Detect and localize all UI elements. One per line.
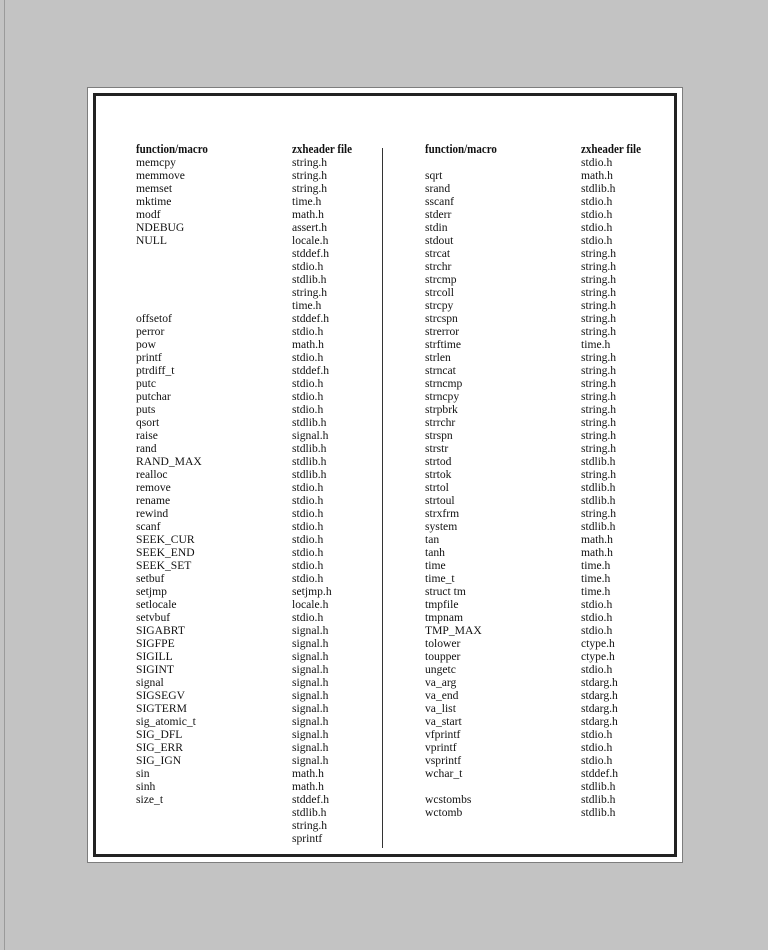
- header-file-cell: string.h: [581, 442, 617, 455]
- header-file-cell: stdlib.h: [292, 273, 327, 286]
- function-name-cell: wchar_t: [425, 767, 463, 780]
- left-header-header: zxheader file: [292, 142, 352, 156]
- function-name-cell: strxfrm: [425, 507, 460, 520]
- function-name-cell: SIGILL: [136, 650, 173, 663]
- function-name-cell: SIG_IGN: [136, 754, 182, 767]
- function-name-cell: scanf: [136, 520, 161, 533]
- function-name-cell: strchr: [425, 260, 452, 273]
- header-file-cell: stdio.h: [292, 611, 324, 624]
- left-header-list: [292, 156, 360, 845]
- header-file-cell: stdio.h: [292, 481, 324, 494]
- header-file-cell: stdlib.h: [581, 182, 616, 195]
- header-file-cell: stdio.h: [581, 208, 613, 221]
- header-file-cell: signal.h: [292, 702, 329, 715]
- header-file-cell: math.h: [292, 767, 324, 780]
- header-file-cell: signal.h: [292, 689, 329, 702]
- function-name-cell: SIGINT: [136, 663, 174, 676]
- header-file-cell: assert.h: [292, 221, 328, 234]
- header-file-cell: stdlib.h: [292, 455, 327, 468]
- function-name-cell: setbuf: [136, 572, 165, 585]
- function-name-cell: [136, 819, 218, 832]
- header-file-cell: stdarg.h: [581, 702, 618, 715]
- function-name-cell: strpbrk: [425, 403, 458, 416]
- function-name-cell: strstr: [425, 442, 449, 455]
- function-name-cell: signal: [136, 676, 164, 689]
- header-file-cell: stdio.h: [292, 377, 324, 390]
- header-file-cell: string.h: [581, 286, 617, 299]
- function-name-cell: strncpy: [425, 390, 460, 403]
- function-name-cell: ungetc: [425, 663, 456, 676]
- function-name-cell: sin: [136, 767, 150, 780]
- function-name-cell: sinh: [136, 780, 156, 793]
- function-name-cell: NDEBUG: [136, 221, 185, 234]
- header-file-cell: string.h: [581, 364, 617, 377]
- function-name-cell: SIG_DFL: [136, 728, 183, 741]
- left-function-column: [136, 142, 218, 845]
- function-name-cell: [136, 286, 218, 299]
- function-name-cell: rand: [136, 442, 157, 455]
- header-file-cell: stddef.h: [292, 312, 330, 325]
- function-name-cell: strcoll: [425, 286, 454, 299]
- function-name-cell: SIGABRT: [136, 624, 185, 637]
- function-name-cell: tanh: [425, 546, 445, 559]
- header-file-cell: stdio.h: [292, 572, 324, 585]
- function-name-cell: ptrdiff_t: [136, 364, 175, 377]
- header-file-cell: stdlib.h: [581, 481, 616, 494]
- header-file-cell: stdio.h: [292, 403, 324, 416]
- function-name-cell: stderr: [425, 208, 452, 221]
- header-file-cell: string.h: [581, 507, 617, 520]
- function-name-cell: SEEK_CUR: [136, 533, 195, 546]
- function-name-cell: printf: [136, 351, 162, 364]
- header-file-cell: string.h: [581, 299, 617, 312]
- function-name-cell: raise: [136, 429, 158, 442]
- header-file-cell: stdio.h: [581, 624, 613, 637]
- header-file-cell: stdio.h: [292, 507, 324, 520]
- header-file-cell: string.h: [581, 377, 617, 390]
- header-file-cell: signal.h: [292, 728, 329, 741]
- function-name-cell: remove: [136, 481, 171, 494]
- header-file-cell: time.h: [581, 572, 611, 585]
- function-name-cell: [136, 832, 218, 845]
- function-name-cell: mktime: [136, 195, 172, 208]
- function-name-cell: size_t: [136, 793, 164, 806]
- function-name-cell: memset: [136, 182, 173, 195]
- header-file-cell: setjmp.h: [292, 585, 332, 598]
- function-name-cell: tmpnam: [425, 611, 463, 624]
- function-name-cell: va_list: [425, 702, 456, 715]
- function-name-cell: va_start: [425, 715, 462, 728]
- function-name-cell: qsort: [136, 416, 160, 429]
- header-file-cell: string.h: [292, 182, 328, 195]
- function-name-cell: strcspn: [425, 312, 458, 325]
- function-name-cell: setjmp: [136, 585, 167, 598]
- header-file-cell: signal.h: [292, 650, 329, 663]
- header-file-cell: locale.h: [292, 234, 329, 247]
- header-file-cell: string.h: [581, 312, 617, 325]
- right-function-list: [425, 156, 507, 819]
- header-file-cell: string.h: [292, 286, 328, 299]
- function-name-cell: toupper: [425, 650, 461, 663]
- header-file-cell: stdio.h: [292, 260, 324, 273]
- header-file-cell: stdio.h: [581, 741, 613, 754]
- function-name-cell: stdout: [425, 234, 454, 247]
- function-name-cell: strcmp: [425, 273, 457, 286]
- function-name-cell: [136, 806, 218, 819]
- header-file-cell: stdio.h: [292, 390, 324, 403]
- function-name-cell: strncmp: [425, 377, 463, 390]
- header-file-cell: signal.h: [292, 624, 329, 637]
- function-name-cell: rename: [136, 494, 171, 507]
- header-file-cell: signal.h: [292, 754, 329, 767]
- header-file-cell: stdio.h: [292, 520, 324, 533]
- function-name-cell: strcpy: [425, 299, 454, 312]
- header-file-cell: sprintf: [292, 832, 323, 845]
- function-name-cell: system: [425, 520, 458, 533]
- right-function-column: [425, 142, 507, 819]
- right-header-list: [581, 156, 649, 819]
- function-name-cell: realloc: [136, 468, 168, 481]
- right-function-header: function/macro: [425, 142, 497, 156]
- function-name-cell: strtok: [425, 468, 452, 481]
- function-name-cell: strspn: [425, 429, 453, 442]
- header-file-cell: string.h: [581, 247, 617, 260]
- header-file-cell: string.h: [581, 403, 617, 416]
- function-name-cell: strncat: [425, 364, 456, 377]
- header-file-cell: stdlib.h: [292, 468, 327, 481]
- header-file-cell: string.h: [581, 325, 617, 338]
- function-name-cell: setvbuf: [136, 611, 171, 624]
- header-file-cell: string.h: [581, 351, 617, 364]
- left-function-header: function/macro: [136, 142, 208, 156]
- header-file-cell: math.h: [292, 208, 324, 221]
- header-file-cell: stdlib.h: [292, 416, 327, 429]
- header-file-cell: time.h: [292, 195, 322, 208]
- function-name-cell: strtod: [425, 455, 452, 468]
- right-header-column: [581, 142, 649, 819]
- function-name-cell: SEEK_END: [136, 546, 195, 559]
- right-header-header: zxheader file: [581, 142, 641, 156]
- column-divider: [382, 148, 383, 848]
- header-file-cell: string.h: [581, 468, 617, 481]
- header-file-cell: stdio.h: [292, 546, 324, 559]
- function-name-cell: setlocale: [136, 598, 177, 611]
- document-page: [87, 87, 683, 863]
- function-name-cell: wcstombs: [425, 793, 472, 806]
- function-name-cell: sscanf: [425, 195, 454, 208]
- header-file-cell: signal.h: [292, 715, 329, 728]
- function-name-cell: strtoul: [425, 494, 455, 507]
- function-name-cell: sqrt: [425, 169, 443, 182]
- function-name-cell: puts: [136, 403, 156, 416]
- function-name-cell: memmove: [136, 169, 185, 182]
- header-file-cell: signal.h: [292, 429, 329, 442]
- function-name-cell: putchar: [136, 390, 171, 403]
- function-name-cell: [136, 299, 218, 312]
- header-file-cell: stdarg.h: [581, 689, 618, 702]
- function-name-cell: strrchr: [425, 416, 456, 429]
- function-name-cell: struct tm: [425, 585, 466, 598]
- function-name-cell: vfprintf: [425, 728, 461, 741]
- function-name-cell: time_t: [425, 572, 455, 585]
- function-name-cell: srand: [425, 182, 451, 195]
- header-file-cell: signal.h: [292, 741, 329, 754]
- header-file-cell: time.h: [581, 585, 611, 598]
- header-file-cell: stdio.h: [581, 728, 613, 741]
- header-file-cell: stdio.h: [581, 221, 613, 234]
- header-file-cell: math.h: [581, 169, 613, 182]
- header-file-cell: stdio.h: [292, 559, 324, 572]
- function-name-cell: strtol: [425, 481, 449, 494]
- function-name-cell: memcpy: [136, 156, 176, 169]
- function-name-cell: va_end: [425, 689, 459, 702]
- header-file-cell: stdlib.h: [292, 806, 327, 819]
- header-file-cell: stdlib.h: [292, 442, 327, 455]
- header-file-cell: stdio.h: [581, 156, 613, 169]
- header-file-cell: stdarg.h: [581, 715, 618, 728]
- function-name-cell: [425, 780, 507, 793]
- function-name-cell: TMP_MAX: [425, 624, 482, 637]
- header-file-cell: stdio.h: [581, 234, 613, 247]
- function-name-cell: [136, 273, 218, 286]
- function-name-cell: modf: [136, 208, 161, 221]
- header-file-cell: stdlib.h: [581, 780, 616, 793]
- header-file-cell: stdio.h: [292, 351, 324, 364]
- header-file-cell: stdio.h: [581, 663, 613, 676]
- left-header-column: [292, 142, 360, 845]
- header-file-cell: math.h: [581, 546, 613, 559]
- function-name-cell: tolower: [425, 637, 461, 650]
- header-file-cell: stdio.h: [292, 533, 324, 546]
- header-file-cell: math.h: [292, 338, 324, 351]
- header-file-cell: string.h: [581, 429, 617, 442]
- header-file-cell: time.h: [581, 338, 611, 351]
- header-file-cell: locale.h: [292, 598, 329, 611]
- header-file-cell: stdlib.h: [581, 455, 616, 468]
- header-file-cell: math.h: [581, 533, 613, 546]
- header-file-cell: string.h: [292, 169, 328, 182]
- header-file-cell: stdio.h: [581, 598, 613, 611]
- header-file-cell: stdio.h: [292, 325, 324, 338]
- header-file-cell: stdlib.h: [581, 520, 616, 533]
- function-name-cell: perror: [136, 325, 165, 338]
- function-name-cell: strerror: [425, 325, 460, 338]
- function-name-cell: SIGFPE: [136, 637, 175, 650]
- left-function-list: [136, 156, 218, 845]
- page-border: [93, 93, 677, 857]
- header-file-cell: math.h: [292, 780, 324, 793]
- function-name-cell: sig_atomic_t: [136, 715, 196, 728]
- function-name-cell: wctomb: [425, 806, 463, 819]
- function-name-cell: va_arg: [425, 676, 457, 689]
- header-file-cell: time.h: [581, 559, 611, 572]
- function-name-cell: tmpfile: [425, 598, 459, 611]
- header-file-cell: stdio.h: [581, 754, 613, 767]
- header-file-cell: stdarg.h: [581, 676, 618, 689]
- header-file-cell: string.h: [292, 156, 328, 169]
- header-file-cell: stddef.h: [581, 767, 619, 780]
- function-name-cell: SIGTERM: [136, 702, 187, 715]
- header-file-cell: stdlib.h: [581, 793, 616, 806]
- function-name-cell: time: [425, 559, 446, 572]
- header-file-cell: stdio.h: [292, 494, 324, 507]
- function-name-cell: pow: [136, 338, 156, 351]
- header-file-cell: ctype.h: [581, 650, 615, 663]
- function-name-cell: vprintf: [425, 741, 457, 754]
- function-name-cell: putc: [136, 377, 156, 390]
- header-file-cell: stdlib.h: [581, 494, 616, 507]
- header-file-cell: string.h: [581, 260, 617, 273]
- function-name-cell: rewind: [136, 507, 169, 520]
- function-name-cell: strlen: [425, 351, 451, 364]
- header-file-cell: signal.h: [292, 676, 329, 689]
- function-name-cell: vsprintf: [425, 754, 462, 767]
- header-file-cell: ctype.h: [581, 637, 615, 650]
- header-file-cell: stdio.h: [581, 195, 613, 208]
- header-file-cell: stddef.h: [292, 247, 330, 260]
- header-file-cell: time.h: [292, 299, 322, 312]
- function-name-cell: [136, 260, 218, 273]
- header-file-cell: string.h: [292, 819, 328, 832]
- function-name-cell: SIGSEGV: [136, 689, 185, 702]
- function-name-cell: strftime: [425, 338, 462, 351]
- function-name-cell: tan: [425, 533, 440, 546]
- function-name-cell: [136, 247, 218, 260]
- header-file-cell: signal.h: [292, 637, 329, 650]
- header-file-cell: stddef.h: [292, 364, 330, 377]
- function-name-cell: RAND_MAX: [136, 455, 202, 468]
- header-file-cell: string.h: [581, 390, 617, 403]
- header-file-cell: stddef.h: [292, 793, 330, 806]
- function-name-cell: SIG_ERR: [136, 741, 184, 754]
- function-name-cell: [425, 156, 507, 169]
- function-name-cell: SEEK_SET: [136, 559, 192, 572]
- function-name-cell: offsetof: [136, 312, 172, 325]
- function-name-cell: NULL: [136, 234, 167, 247]
- header-file-cell: signal.h: [292, 663, 329, 676]
- header-file-cell: string.h: [581, 273, 617, 286]
- function-name-cell: strcat: [425, 247, 451, 260]
- header-file-cell: stdio.h: [581, 611, 613, 624]
- header-file-cell: string.h: [581, 416, 617, 429]
- page-edge-line: [4, 0, 5, 950]
- function-name-cell: stdin: [425, 221, 448, 234]
- header-file-cell: stdlib.h: [581, 806, 616, 819]
